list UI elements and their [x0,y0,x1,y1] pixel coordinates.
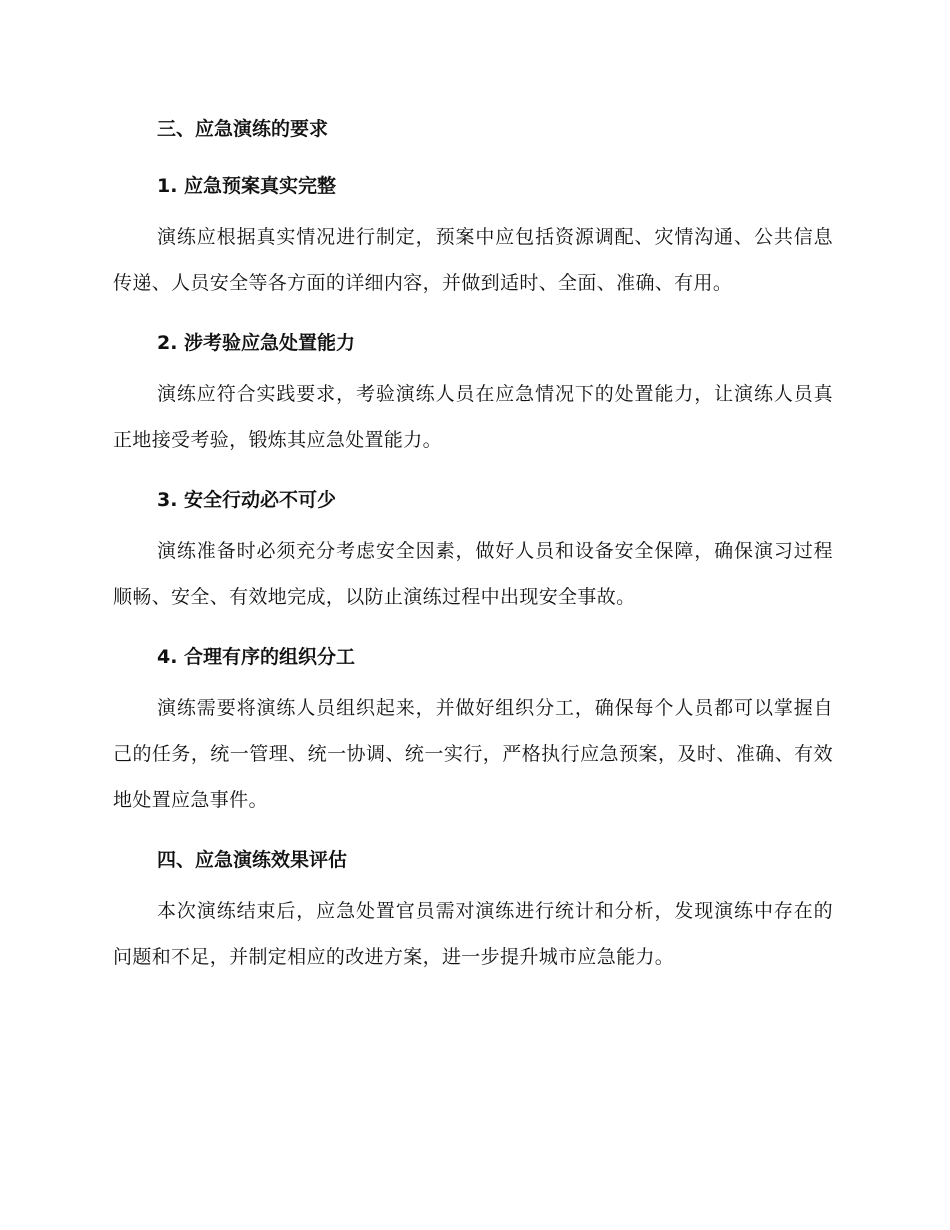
item-paragraph-4: 演练需要将演练人员组织起来，并做好组织分工，确保每个人员都可以掌握自己的任务，统一管理、统一协调、统一实行，严格执行应急预案，及时、准确、有效地处置应急事件。 [113,697,833,811]
section-heading-evaluation: 四、应急演练效果评估 [157,849,348,871]
section-heading-requirements: 三、应急演练的要求 [157,118,329,140]
item-heading-1: 1. 应急预案真实完整 [157,175,337,197]
item-heading-3: 3. 安全行动必不可少 [157,489,337,511]
evaluation-paragraph: 本次演练结束后，应急处置官员需对演练进行统计和分析，发现演练中存在的问题和不足，并制定相应的改进方案，进一步提升城市应急能力。 [113,900,833,968]
document-body [113,112,833,1000]
item-paragraph-3: 演练准备时必须充分考虑安全因素，做好人员和设备安全保障，确保演习过程顺畅、安全、有效地完成，以防止演练过程中出现安全事故。 [113,540,833,608]
item-heading-2: 2. 涉考验应急处置能力 [157,332,356,354]
item-paragraph-2: 演练应符合实践要求，考验演练人员在应急情况下的处置能力，让演练人员真正地接受考验，锻炼其应急处置能力。 [113,383,833,451]
item-paragraph-1: 演练应根据真实情况进行制定，预案中应包括资源调配、灾情沟通、公共信息传递、人员安全等各方面的详细内容，并做到适时、全面、准确、有用。 [113,226,833,294]
item-heading-4: 4. 合理有序的组织分工 [157,646,356,668]
